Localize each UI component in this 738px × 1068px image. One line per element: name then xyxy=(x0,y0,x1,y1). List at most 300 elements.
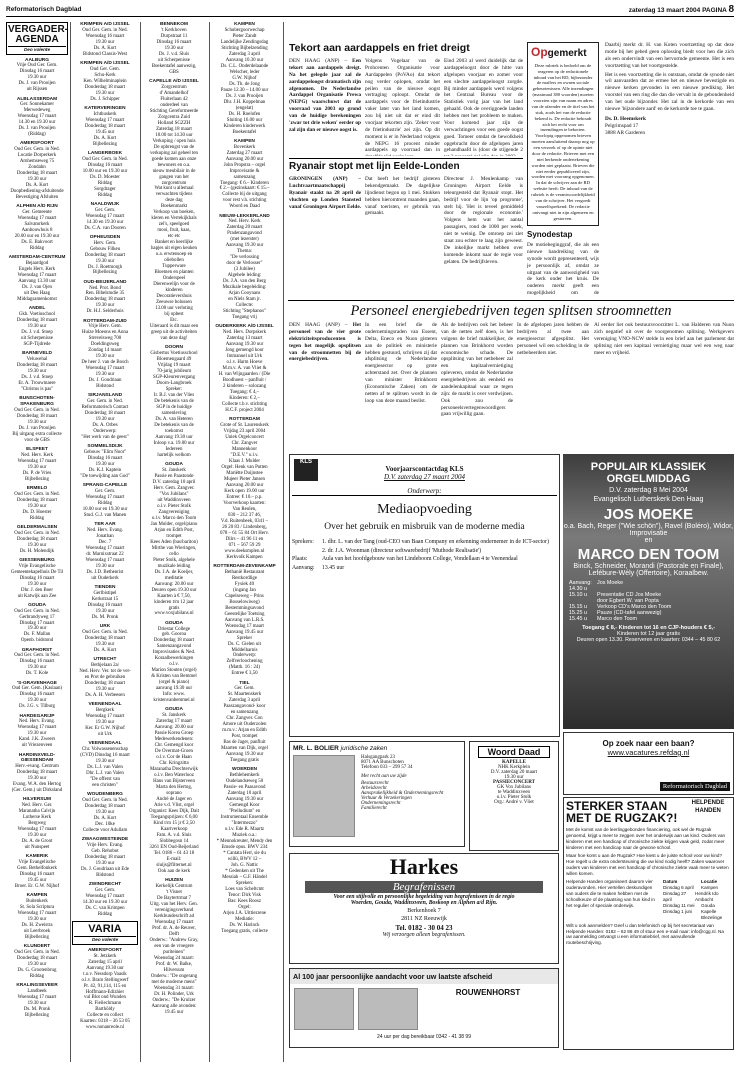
entry-line: Mujeer Pieter Jansen xyxy=(223,476,265,482)
entry-line: Pr. 42, 91,114, 115 en xyxy=(83,983,127,989)
entry-line: en Niels Stam jr. xyxy=(228,297,261,303)
entry-line: d' Amandelhof xyxy=(159,90,189,96)
entry-place: SPRANG-CAPELLE xyxy=(82,483,128,489)
entry-line: Woensdag 17 maart xyxy=(17,725,57,731)
agenda-entry xyxy=(6,97,68,139)
entry-line: Sorgdrager xyxy=(94,186,116,192)
entry-line: "D.E.V." o.l.v. xyxy=(230,452,259,458)
entry-line: 19.30 uur xyxy=(95,417,115,423)
entry-line: Donderdag 18 maart xyxy=(84,803,126,809)
entry-line: Ned. Herv. Kerk xyxy=(20,452,54,458)
entry-line: Donderdag 18 maart xyxy=(16,955,58,961)
agenda-entry xyxy=(72,837,138,879)
entry-line: 19.30 uur xyxy=(95,809,115,815)
entry-line: Bij uitgang extra collecte xyxy=(12,431,62,437)
entry-line: Dilrs – 41 96 11 en xyxy=(225,536,264,542)
entry-line: Ds. E. Bakvoort xyxy=(21,240,53,246)
entry-place: ALBLASSERDAM xyxy=(16,96,58,102)
entry-place: GIESSENBURG xyxy=(19,557,55,563)
entry-line: Aanvang: 20.00 uur xyxy=(154,725,194,731)
entry-place: KRIMPEN A/D IJSSEL xyxy=(80,60,130,66)
agenda-entry xyxy=(72,202,138,232)
entry-line: John Propstra – orgel xyxy=(223,162,266,168)
agenda-entry xyxy=(211,681,278,765)
entry-line: Donderdag 18 maart xyxy=(16,497,58,503)
entry-line: van deze dag! xyxy=(160,336,188,342)
entry-line: 19.30 uur xyxy=(95,686,115,692)
entry-line: Ds. F. Mallan xyxy=(23,632,51,638)
entry-line: Loes van Scheltcmt xyxy=(225,886,264,892)
agenda-entry xyxy=(211,139,278,211)
entry-line: Bidstond xyxy=(96,872,114,878)
entry-line: Woensdag 17 maart xyxy=(225,623,264,629)
agenda-entry xyxy=(72,151,138,199)
bolier-logo: MR. L. BOLIER juridische zaken xyxy=(293,745,388,752)
entry-line: Jonathan xyxy=(96,534,114,540)
entry-line: Woensdag 17 maart xyxy=(17,458,57,464)
entry-line: Zaterdag 10 april xyxy=(227,791,262,797)
ad-mediaopvoeding: KLS Voorjaarscontactdag KLS D.V. zaterdag 27 maart 2004 Onderwerp: Mediaopvoeding Over het gebruik en misbruik van de moderne media Sprekers: 1. dhr. L. van der Tang (oud-CEO van Baan Company en erkenning ondernemer in de ICT-sector) 2. dr. J.A. Woonman (directeur softwarebedrijf 'Muthode Realisatie') Plaats: Aula van het hoofdgebouw van het Lindeboom College, Vondellaan 4 te Veenendaal Aanvang: 13.45 uur xyxy=(289,454,560,737)
entry-line: Vrijdag 23 april 2004 xyxy=(223,429,266,435)
entry-line: "De verlossing xyxy=(229,255,260,261)
entry-line: 19.30 uur xyxy=(95,90,115,96)
entry-line: Vrije Evangelische xyxy=(18,860,56,866)
entry-line: Slobbegosn 14 xyxy=(159,839,189,844)
entry-line: Passie- en Paasavond xyxy=(223,785,266,791)
entry-line: Ds. J. van Prooijen xyxy=(18,425,56,431)
bolier-photo xyxy=(293,755,355,837)
entry-line: Orgel: Henk van Putten xyxy=(221,464,268,470)
article-personeel-col1: DEN HAAG (ANP) – Het personeel van de vier grote elektriciteitsproducenten is tegen het mogelijk opsplitsen van de stroomnetten bij de energiebedrijven. xyxy=(289,322,361,363)
ad-vacatures: Op zoek naar een baan? www.vacatures.refdag.nl Reformatorisch Dagblad xyxy=(563,732,734,795)
entry-line: Ds. A. van Heteren xyxy=(155,416,193,422)
entry-line: Woensdag 17 maart xyxy=(85,893,125,899)
entry-line: Donderdag 18 maart xyxy=(153,638,195,644)
entry-line: Pieter Stolk, algehele xyxy=(153,557,195,563)
entry-line: Gemeentekapelhuis De Til xyxy=(10,569,64,575)
entry-line: Spreken: xyxy=(235,881,254,886)
entry-line: uit Leerbroek xyxy=(23,928,51,934)
entry-line: verwachten tijdens xyxy=(155,192,193,198)
entry-line: Aanvang: 20.00 uur xyxy=(154,581,194,587)
schedule-row: 15.15 u Verkoop CD's Marco den Toom xyxy=(569,604,672,611)
entry-line: Banket en heerlijke xyxy=(154,240,194,246)
entry-line: Fysiek 40 xyxy=(234,581,255,587)
entry-line: Woensdag 17 maart xyxy=(17,273,57,279)
entry-line: Ds. K.J. Kaptein xyxy=(88,468,122,474)
agenda-entry xyxy=(6,396,68,444)
entry-line: Collecte voor Adullam xyxy=(82,827,128,833)
entry-line: Klaas J. Mulder xyxy=(228,458,261,464)
entry-line: Restkordlige xyxy=(232,575,257,581)
entry-line: 19.30 uur xyxy=(27,731,47,737)
entry-line: Herv. Gem. xyxy=(93,240,117,246)
entry-line: Maarten van Dijk, orgel xyxy=(221,746,268,752)
entry-line: Zaterdag 15 april xyxy=(88,959,122,965)
entry-line: St. Janskerk xyxy=(162,713,186,719)
agenda-column-3 xyxy=(141,22,207,1062)
entry-line: o.l.v. Cor de Haan xyxy=(156,755,192,761)
ad-rouwenhorst: Al 100 jaar persoonlijke aandacht voor uw laatste afscheid ROUWENHORST 24 uur per dag bereikbaar 0342 - 41 38 99 xyxy=(289,968,559,1048)
entry-line: Uiteraard is dit maar een xyxy=(149,324,199,330)
entry-line: Post, trompet xyxy=(231,734,258,740)
entry-line: Ned. Herv. Kerk xyxy=(228,219,261,225)
entry-line: * Gedenken uit The xyxy=(225,869,264,875)
entry-line: uit Nunspeet xyxy=(24,845,50,851)
agenda-entry xyxy=(72,483,138,519)
entry-line: gratis xyxy=(168,605,180,611)
entry-line: kristenvanbemmel.nl xyxy=(153,698,195,704)
entry-line: voor rest v.h. stichting xyxy=(222,198,267,204)
entry-line: Decoratievershuis xyxy=(156,294,192,300)
entry-line: Tenor: Dirk Visk xyxy=(228,892,261,898)
ad-harkes: Harkes Begrafenissen Voor een stijlvolle en persoonlijke begeleiding van begrafenissen in de regio Woerden, Gouda, Waddinxveen, Boskoop en Alphen a/d Rijn. Berkenhoek 7 2811 NZ Reeuwijk Tel. 0182 - 30 04 23 Wij verzorgen alleen begrafenissen. xyxy=(289,853,559,964)
agenda-entry xyxy=(211,564,278,678)
entry-place: WOUDENBERG xyxy=(87,791,123,797)
entry-line: onderdeel van xyxy=(160,102,188,108)
entry-line: 030 – 212 37 46, xyxy=(227,512,261,518)
entry-line: Holland SGZZH xyxy=(157,120,191,126)
entry-line: Zondag 14 maart xyxy=(88,348,122,354)
entry-place: GOUDA xyxy=(165,620,183,626)
entry-line: Geb. Rehobot xyxy=(91,848,119,854)
entry-line: Ds. D. Moester xyxy=(90,174,120,180)
entry-line: Ger. Gem. xyxy=(94,207,116,213)
entry-line: Ger. Gem. xyxy=(94,887,116,893)
schedule-row: 15.25 u Pauze (CD-tafel aanwezig) xyxy=(569,610,662,617)
synodestap-col2: Daarbij merkt dr. H. van Koten voortzetting op dat deze motie bij het gebed geen oplossing biedt voor hen die zich als een ondervindt van een hervormde gemeente. Het is een voortzetting van het voortgestelde. Het is een voortzetting die is ontstaan, omdat de synode niet wil aanvaarden dat ze ermee het en nieuwe bevestigde en nieuwe kerken gevonden in een nieuwe prediking. Het voorstel van een ring die dan die vervalt in de gebondenheid van het oude bijzonder. Het zal in de kerkorde van een nieuwe 'bijzondere aard' en de kerkorde toe te gaan. Ds. D. Heemskerk Pelgrimspad 17 3888 AR Garderen xyxy=(605,42,734,136)
entry-line: Boodhoest – panfluit / xyxy=(222,378,267,384)
entry-line: kinderen xyxy=(165,288,183,294)
entry-line: Ger. Gem. xyxy=(94,489,116,495)
entry-line: Zorgcentrum xyxy=(161,84,187,90)
entry-line: 3261 EN Oud-Beijerland xyxy=(149,844,199,850)
entry-line: Ds. W. Harinck xyxy=(229,922,260,928)
entry-line: Vrijdag 19 maart xyxy=(157,363,191,369)
article-aardappels-col1: DEN HAAG (ANP) – Een tekort aan aardappels dreigt. Na het gelegde jaar zal de aardappeloogst dramatisch zijn afgenomen. De Nederlandse Aardappel Organisatie Prewa (NEPG) waarschuwt dat de voorraad van 2003 op grond van de huidige berekeningen 'zwar tot drie weken' eerder op zal zijn dan er nieuwe oogst is. xyxy=(289,58,361,133)
entry-line: Doopbediening-afsluitende xyxy=(10,189,64,195)
entry-line: Algehele leiding: xyxy=(227,273,262,279)
entry-line: Er. A. Trouwmaere xyxy=(18,380,56,386)
entry-line: door de Verlosser" xyxy=(226,261,263,267)
entry-line: 't Kerkhoven xyxy=(161,27,187,33)
entry-line: 10.00 tot 14.30 uur xyxy=(155,132,193,138)
entry-line: Ds. M. Pronk xyxy=(91,614,119,620)
entry-line: Donderdag 18 maart xyxy=(84,635,126,641)
refdag-logo: Reformatorisch Dagblad xyxy=(660,782,730,791)
entry-place: SOMMELSDIJK xyxy=(87,444,123,450)
entry-line: Schu-Kerk xyxy=(94,72,116,78)
entry-line: Marta den Hertog, xyxy=(156,785,192,791)
entry-line: André de Jager en xyxy=(156,797,192,803)
entry-line: Ds. J.A. de Koeijer, xyxy=(154,569,194,575)
entry-line: Ds. A. Orbes xyxy=(92,423,118,429)
entry-line: 13.00 uur verloting xyxy=(155,306,193,312)
entry-line: Aanvang van L.R.S. xyxy=(224,617,265,623)
entry-line: mooi, fruit, kaas, xyxy=(157,228,191,234)
entry-line: Prof. dr. W. Balke, xyxy=(155,961,193,967)
entry-line: Landelijke Zendingsdag xyxy=(220,39,269,45)
entry-place: BENNEKOM xyxy=(160,22,188,27)
synodestap-headline: Synodestap xyxy=(527,230,573,239)
entry-line: St. Maartenskerk xyxy=(227,692,262,698)
entry-line: Hoffmann-Edizhier xyxy=(85,989,125,995)
table-row: Dinsdag 27 april Hendrik Ido Ambacht xyxy=(663,890,719,902)
agenda-entry xyxy=(141,345,207,459)
entry-line: Arie v.d. Vlist, orgel xyxy=(154,803,194,809)
entry-place: GOUDA xyxy=(165,707,183,713)
entry-line: Maranatha Calvijn xyxy=(18,809,56,815)
entry-line: "Christus is pas" xyxy=(20,386,54,392)
agenda-entry xyxy=(6,944,68,980)
entry-line: Ds. J.G. v. Tilburg xyxy=(19,704,55,710)
entry-line: Marion Stouten (orgel) xyxy=(151,668,197,674)
agenda-entry xyxy=(6,983,68,1019)
entry-line: Oud Ger. Gem. (Kaslaan) xyxy=(11,686,63,692)
entry-line: Ds. P. de Vries xyxy=(22,470,52,476)
entry-line: Ger. Sonnekamer xyxy=(20,102,54,108)
entry-line: Aanvang 20.00 uur xyxy=(225,482,264,488)
entry-line: Woensdag 24 maart: xyxy=(153,955,195,961)
entry-line: Bethjelaan 2a/ xyxy=(90,662,120,668)
table-row: Dinsdag 6 april Kampen xyxy=(663,884,719,890)
entry-line: Bethanië Restaurant xyxy=(224,569,265,575)
agenda-entry xyxy=(6,603,68,645)
entry-line: SGP in de huidige xyxy=(156,404,192,410)
entry-line: 071 – 567 59 29 xyxy=(228,542,261,548)
entry-line: Ds. A. H. Verbeesen xyxy=(85,692,125,698)
entry-line: Zaterdag 20 maart xyxy=(226,225,263,231)
agenda-entry xyxy=(6,648,68,678)
entry-place: AMERSFOORT xyxy=(19,141,55,147)
entry-line: 't Visnet xyxy=(166,889,182,895)
entry-line: Huize Moeons en Anna xyxy=(81,330,129,336)
entry-line: Welscher, leder xyxy=(229,69,260,75)
entry-line: Schubergoorwechap xyxy=(224,27,265,33)
agenda-entry xyxy=(141,621,207,705)
entry-line: Woensdag 17 maart xyxy=(85,495,125,501)
entry-line: Dinsdag 16 maart xyxy=(19,69,55,75)
entry-line: "De toewijding aan God" xyxy=(80,474,130,480)
entry-line: Ds. A. Kort xyxy=(93,647,117,653)
entry-line: Herv.-evang. Centrum xyxy=(15,764,59,770)
entry-line: Ger. Gem. xyxy=(234,686,255,692)
entry-line: De Baytertrmat 7 xyxy=(157,895,191,901)
headline-aardappels: Tekort aan aardappels en friet dreigt xyxy=(289,42,470,54)
entry-place: KAMPEN xyxy=(234,22,255,27)
entry-place: GOUDA xyxy=(28,602,46,608)
entry-line: Immanuel uit Urk xyxy=(226,354,263,360)
entry-line: Onderw.: "De ongerang xyxy=(150,973,198,979)
entry-line: Ds. J. Goudriaan uit Ede xyxy=(80,866,130,872)
article-personeel-col5: Al eerder liet ook bestuursvoorzitter L. van Halderen van Nuon zich negatief uit over de voorgenomen splitsing. Werkgevers vereniging VNO-NCW stelde in een brief aan het parlement dat splitsing niet een kapitaal vernietiging maar wel een weg naar meer en vrijheid. xyxy=(594,322,734,356)
entry-line: uit Vriezenveen xyxy=(21,743,53,749)
entry-line: Collecte en collect xyxy=(86,1013,124,1019)
entry-line: Riddag xyxy=(29,515,45,521)
entry-line: Ned. Herv. Ver. tot de ver- xyxy=(79,668,131,674)
entry-line: Zondahn xyxy=(28,165,46,171)
entry-line: Engels Herv. Kerk xyxy=(18,267,56,273)
agenda-entry xyxy=(6,681,68,711)
entry-line: Ds. J. v.d. Sluis xyxy=(158,51,190,57)
entry-place: ZWINDRECHT xyxy=(88,881,122,887)
entry-line: Woensdag 17 maart xyxy=(85,366,125,372)
entry-line: Collecte: xyxy=(235,303,254,309)
entry-line: Ned. Herv. Evang. xyxy=(86,528,124,534)
entry-line: een christen" xyxy=(92,782,118,788)
entry-line: Bloemen en planten xyxy=(154,270,194,276)
entry-place: URK xyxy=(99,624,111,630)
entry-line: 19.30 uur xyxy=(95,564,115,570)
ad-rugzak: STERKER STAAN MET DE RUGZAK?! HELPENDE HANDEN Met de komst van de leerlinggebonden financiering, ook wel de Rugzak genoemd, krijgt u meer te zeggen over het onderwijs aan uw kind. Ouders van kinderen met een handicap of chronische ziekte krijgen vaak geld, zodat meer kinderen met een handicap naar de gewone school. Maar hoe komt u aan de Rugzak? Hoe kiest u de juiste school voor uw kind? Hoe regelt u de extra ondersteuning die uw kind nodig heeft? Zaken waarover ouders van kinderen met een handicap of chronische ziekte vaak meer te weten willen komen. Helpende Handen organiseert daarom vier ouderavonden. Hier vertellen deskundigen van ouders die te maken hebben met de schoolkeuze of de plaatsing van hun kind in het regulier of speciale onderwijs. Datum Locatie Dinsdag 6 april Kampen Dinsdag 27 april Hendrik Ido Ambacht Dinsdag 11 mei Gouda Dinsdag 1 juni Kapelle Blezelinge Wilt u ook aanmelden? Geef u dan telefonisch op bij het secretariaat van Helpende Handen: 0182 – 62 88 49 of stuur een e-mail naar: info@cgg.nl. Na uw aanmelding ontvangt u een informatiebrief, met aanvullende routebeschrijving. xyxy=(563,797,734,1050)
entry-line: 19.30 uur xyxy=(27,464,47,470)
entry-line: meditatie xyxy=(164,575,184,581)
entry-line: Woensdag 17 maart xyxy=(17,910,57,916)
entry-place: SIRJANSLAND xyxy=(87,393,123,399)
entry-place: KAMPEN xyxy=(26,893,48,899)
entry-line: kinderen t/m 12 jaar xyxy=(154,599,194,605)
entry-line: M.m.v. A. van Vliet & xyxy=(222,366,267,372)
entry-line: Gemengd Koor xyxy=(229,803,260,809)
entry-line: Toegang gratis, collecte xyxy=(221,928,268,934)
entry-line: Riddag xyxy=(97,501,113,507)
entry-line: Zelfverloochening xyxy=(226,659,263,665)
entry-line: * Cantata Herr, sie du xyxy=(223,851,266,857)
agenda-entry xyxy=(72,444,138,480)
agenda-entry xyxy=(211,324,278,414)
entry-line: Boekentafel aanwezig, xyxy=(151,63,197,69)
entry-line: Onderwerp: xyxy=(232,653,257,659)
entry-line: Riddag xyxy=(29,246,45,252)
photo xyxy=(358,988,418,1030)
entry-line: Ds. A. Kort xyxy=(93,135,117,141)
entry-line: Dierenwelijn voor de xyxy=(153,282,195,288)
agenda-entry xyxy=(211,214,278,322)
entry-line: Chr. Kringzitta xyxy=(159,761,189,767)
entry-line: Ir. B.J. van der Vlies xyxy=(153,393,195,398)
entry-line: Oud Ger. Gem. in Ned. xyxy=(82,629,128,635)
entry-line: Medewerkendenen: xyxy=(154,737,194,743)
entry-place: DOORN xyxy=(165,345,183,351)
entry-place: ROTTERDAM-ZEVENKAMP xyxy=(213,563,276,569)
service-item: Arbeidsrecht xyxy=(361,786,387,791)
entry-line: Jong gemengd koor xyxy=(225,348,264,354)
entry-line: 20.00 uur en 19.30 uur xyxy=(14,234,60,240)
newspaper-name: Reformatorisch Dagblad xyxy=(6,6,82,13)
entry-line: Ds. J. v.d. Stoep xyxy=(21,374,53,380)
entry-line: Salvatorkerk xyxy=(24,222,50,228)
table-row: Dinsdag 1 juni Kapelle xyxy=(663,908,717,914)
entry-line: 2 kinderen – solozang xyxy=(222,384,267,390)
entry-line: Pauze 12.30 – 14.00 uur xyxy=(220,87,269,93)
entry-place: KLUNDERT xyxy=(23,944,51,950)
entry-place: BARNEVELD xyxy=(22,351,52,357)
entry-line: Aanvang alle avonden: xyxy=(151,1003,197,1009)
entry-line: 19.30 uur xyxy=(27,419,47,425)
agenda-entry xyxy=(6,558,68,600)
entry-line: o.l.v. Marco den Toom xyxy=(151,515,197,521)
entry-line: 19.30 uur xyxy=(95,303,115,309)
entry-place: HILVERSUM xyxy=(23,797,51,803)
entry-line: Gkh. Voetiuschool xyxy=(18,312,56,318)
agenda-entry xyxy=(72,741,138,789)
entry-place: KATERVERINGEN xyxy=(84,105,126,111)
agenda-entry xyxy=(72,702,138,738)
entry-line: Ds. J. van Prooijen xyxy=(225,93,264,99)
entry-line: Ds. T. Kole xyxy=(25,671,49,677)
entry-line: Woensdag 17 maart xyxy=(17,114,57,120)
entry-place: 'S-GRAVENHAGE xyxy=(17,680,57,686)
entry-line: Bijbellezing xyxy=(93,141,117,147)
entry-line: 14.30 en 19.30 uur xyxy=(18,120,56,126)
entry-line: 19.30 uur xyxy=(95,258,115,264)
entry-line: Improvisatie & xyxy=(229,168,260,174)
entry-line: greep uit de activiteiten xyxy=(150,330,198,336)
entry-line: Woensdag 17 maart xyxy=(85,558,125,564)
entry-place: KRIMPEN A/D IJSSEL xyxy=(80,22,130,27)
entry-line: Prof. dr. A. de Reuver, xyxy=(152,925,196,931)
entry-line: "Intermezzo" xyxy=(231,821,258,827)
entry-line: Paaszangavond- koor xyxy=(223,704,266,710)
entry-line: Vrije Oud Ger. Gem. xyxy=(16,63,58,69)
entry-line: en samenzang xyxy=(230,710,259,716)
entry-line: Riddag xyxy=(97,192,113,198)
entry-line: Passie en Paastonde xyxy=(154,473,194,479)
entry-place: ERMELO xyxy=(26,485,48,491)
entry-line: Ds. C. van Krimpen xyxy=(85,905,125,911)
entry-line: Dhr. J.H. Koppelman xyxy=(223,99,266,105)
entry-line: zel's, speelgoed xyxy=(158,222,190,228)
entry-line: (3 Jubilee) xyxy=(234,267,255,273)
entry-line: Ned. Herv. Dorpskerk xyxy=(222,330,267,336)
entry-line: Etc. xyxy=(170,318,178,324)
agenda-entry xyxy=(141,79,207,342)
entry-line: Spreker xyxy=(236,635,253,641)
headline-ryanair: Ryanair stopt met lijn Eelde-Londen xyxy=(289,161,460,172)
entry-line: Donderdag 18 maart xyxy=(16,770,58,776)
entry-place: ELSPEET xyxy=(26,446,48,452)
entry-line: Verkoop van boeken, xyxy=(153,210,195,216)
entry-line: 19.30 uur xyxy=(27,324,47,330)
entry-line: 19.45 uur xyxy=(164,1009,184,1015)
ad-woord-en-daad: Woord Daad KAPELLE NHK Kerkplein D.V. zaterdag 20 maart 19.30 uur PASSIECONCERT GK Vox Jubilans te Waddinxveen o.l.v. Pieter Stolk Org.: André v. Vliet xyxy=(469,741,559,851)
entry-line: Entree € 3,50 xyxy=(231,671,258,677)
entry-line: Dinsdag 17 maart xyxy=(19,620,55,626)
entry-line: Woensdag 31 maart: xyxy=(153,985,195,991)
entry-line: aanvang 19.30 uur xyxy=(155,686,193,692)
entry-line: Ds. G. Grootenbrug xyxy=(17,967,57,973)
agenda-entry xyxy=(6,525,68,555)
entry-line: o.l.v. Bram Stellingwerf xyxy=(81,977,129,983)
article-ryanair-col3: Directeur J. Meulenkamp van Groningen Airport Eelde is teleurgesteld dat Ryanair stopt. Het bedrijf voor de lijn 'op progrome', stelt hij. 'Het is teveel gemiddeld door de regionale economie.' Volgens hem wat het aantal passagiers, rond de 1000 per week, niet te weinig. De omroep zei ziet staat zou echter te laag zijn geweest. De inkelijke markt hebben over komende inkomt naar de regie voor gelaten. De bedrijfsleven. xyxy=(444,176,523,265)
entry-line: o.l.v. xyxy=(169,662,179,668)
entry-line: uit Scherpenisse xyxy=(158,57,190,63)
agenda-entry xyxy=(6,753,68,795)
entry-line: Boekentafel xyxy=(232,129,257,135)
entry-line: Entree: € 10.– p.p. xyxy=(226,494,263,500)
entry-line: Messiah – G.F. Händel xyxy=(222,875,267,881)
vacatures-link[interactable]: www.vacatures.refdag.nl xyxy=(607,748,690,757)
entry-line: Durpstraat 11 xyxy=(160,33,188,39)
entry-line: Oud Ger. Gem. xyxy=(90,66,120,72)
entry-line: Bejaardgod xyxy=(25,261,49,267)
entry-line: Ds. Th. de Jong xyxy=(229,81,260,87)
entry-line: Bestemmingsavond xyxy=(225,605,264,611)
entry-line: Ds. J.D. Bethenrist xyxy=(86,570,124,576)
entry-place: TIEL xyxy=(239,680,250,686)
entry-line: Fam. A. v.d. Sluis xyxy=(156,833,192,839)
entry-place: HARDEGARIJP xyxy=(19,713,55,719)
